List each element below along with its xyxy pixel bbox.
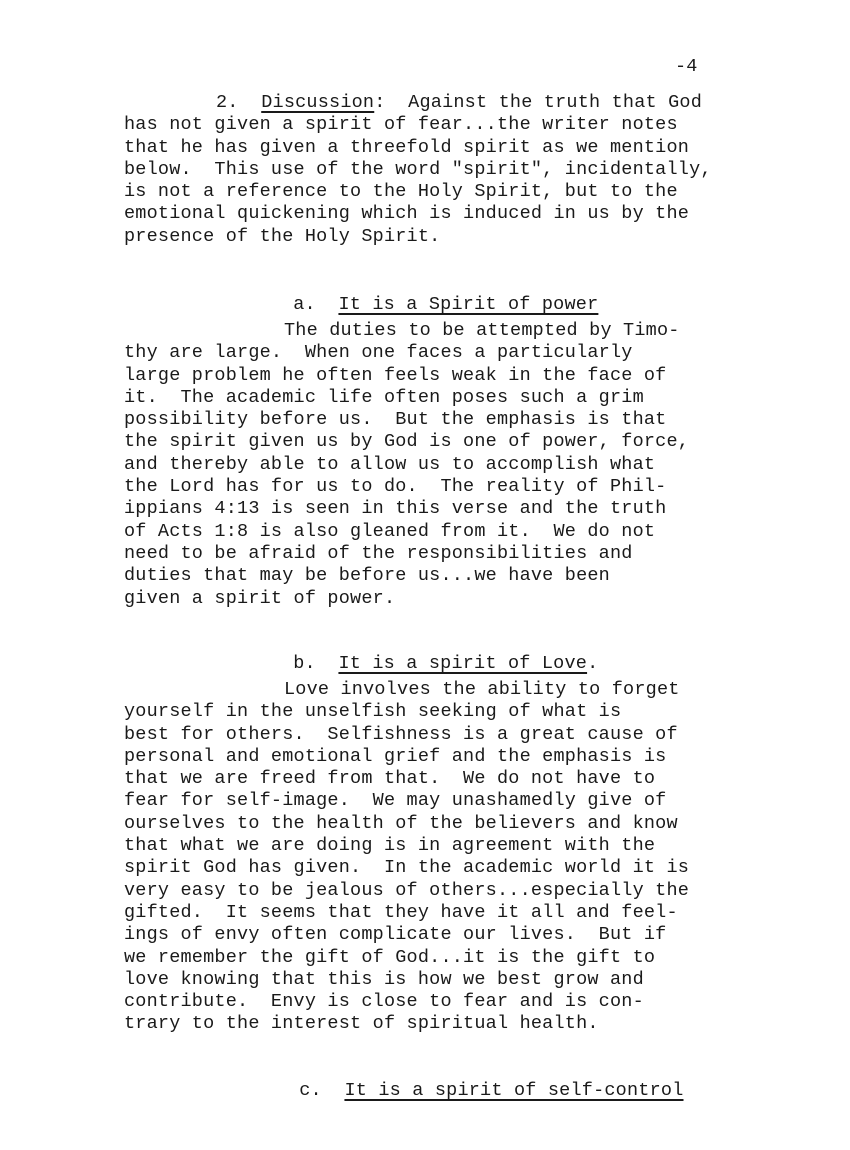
text-line: best for others. Selfishness is a great cause of bbox=[124, 723, 678, 745]
text-line: spirit God has given. In the academic world it is bbox=[124, 857, 690, 879]
discussion-label: Discussion bbox=[261, 92, 375, 113]
text-line: very easy to be jealous of others...especially the bbox=[124, 879, 690, 901]
text-line: large problem he often feels weak in the face of bbox=[124, 364, 667, 386]
text-line: is not a reference to the Holy Spirit, but to the bbox=[124, 181, 678, 203]
discussion-colon: : bbox=[374, 92, 386, 113]
text-line: thy are large. When one faces a particularly bbox=[124, 342, 633, 364]
section-b-title-end: . bbox=[587, 653, 599, 674]
text-line: emotional quickening which is induced in us by the bbox=[124, 203, 690, 225]
text-line bbox=[124, 679, 704, 701]
page-number: -4 bbox=[675, 56, 698, 77]
text-line: ippians 4:13 is seen in this verse and the truth bbox=[124, 498, 667, 520]
text-line: below. This use of the word "spirit", incidentally, bbox=[124, 158, 712, 180]
text-line: of Acts 1:8 is also gleaned from it. We do not bbox=[124, 520, 656, 542]
text-line: that we are freed from that. We do not have to bbox=[124, 768, 656, 790]
text-line: possibility before us. But the emphasis is that bbox=[124, 409, 667, 431]
text-line: ings of envy often complicate our lives. But if bbox=[124, 924, 667, 946]
text-line: presence of the Holy Spirit. bbox=[124, 225, 441, 247]
text-line: fear for self-image. We may unashamedly give of bbox=[124, 790, 667, 812]
text-line: contribute. Envy is close to fear and is con- bbox=[124, 991, 644, 1013]
section-b-paragraph bbox=[124, 679, 704, 1036]
section-b-title: It is a spirit of Love bbox=[338, 653, 588, 674]
text-line: given a spirit of power. bbox=[124, 587, 396, 609]
text-line: ourselves to the health of the believers and know bbox=[124, 812, 678, 834]
section-b-first-line: Love involves the ability to forget bbox=[284, 679, 680, 700]
section-a-marker: a. bbox=[293, 294, 316, 315]
text-line: it. The academic life often poses such a grim bbox=[124, 386, 644, 408]
section-b-marker: b. bbox=[293, 653, 316, 674]
discussion-number: 2. bbox=[216, 92, 239, 113]
text-line: the spirit given us by God is one of power, force, bbox=[124, 431, 690, 453]
text-line: gifted. It seems that they have it all and feel- bbox=[124, 901, 678, 923]
discussion-first-line bbox=[124, 92, 704, 114]
text-line: we remember the gift of God...it is the gift to bbox=[124, 946, 656, 968]
text-line: has not given a spirit of fear...the writer notes bbox=[124, 114, 678, 136]
text-line: yourself in the unselfish seeking of what is bbox=[124, 701, 622, 723]
text-line: the Lord has for us to do. The reality of Phil- bbox=[124, 476, 667, 498]
text-line: and thereby able to allow us to accomplish what bbox=[124, 453, 656, 475]
text-line: trary to the interest of spiritual health. bbox=[124, 1013, 599, 1035]
text-line: need to be afraid of the responsibilities and bbox=[124, 542, 633, 564]
text-line: duties that may be before us...we have been bbox=[124, 565, 610, 587]
text-line bbox=[124, 320, 704, 342]
section-c-heading bbox=[254, 1059, 692, 1122]
text-line: love knowing that this is how we best grow and bbox=[124, 968, 644, 990]
text-line: that what we are doing is in agreement with the bbox=[124, 835, 656, 857]
discussion-paragraph bbox=[124, 92, 712, 248]
text-line: personal and emotional grief and the emphasis is bbox=[124, 745, 667, 767]
section-c-title: It is a spirit of self-control bbox=[344, 1080, 684, 1101]
section-a-title: It is a Spirit of power bbox=[338, 294, 599, 315]
discussion-first-line-rest: Against the truth that God bbox=[408, 92, 703, 113]
text-line: that he has given a threefold spirit as we mention bbox=[124, 136, 690, 158]
section-a-first-line: The duties to be attempted by Timo- bbox=[284, 320, 680, 341]
section-c-marker: c. bbox=[299, 1080, 322, 1101]
section-a-paragraph bbox=[124, 320, 704, 610]
